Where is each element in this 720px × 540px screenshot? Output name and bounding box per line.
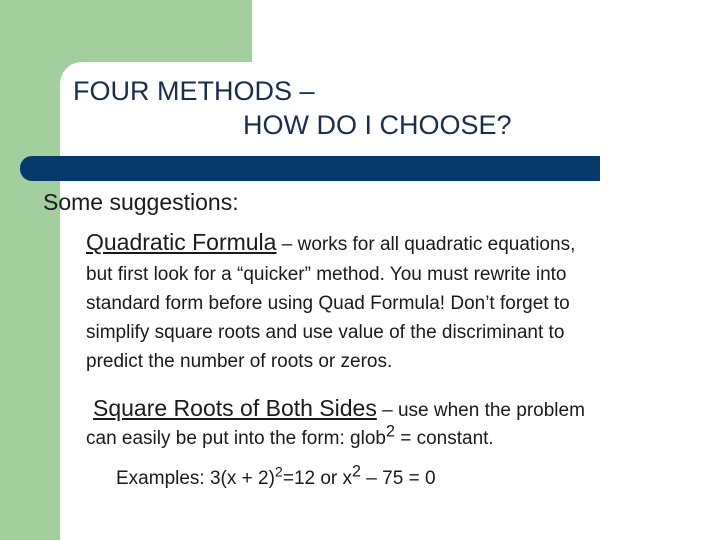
examples-exponent-2: 2 [352,462,362,481]
method-sqrt-form-line [86,424,711,453]
method-sqrt-term: Square Roots of Both Sides [93,395,377,421]
method-sqrt-heading [93,395,718,422]
method-quadratic-term: Quadratic Formula [86,229,277,255]
method-sqrt-form-pre: can easily be put into the form: glob [86,428,386,449]
slide-title-line-2: HOW DO I CHOOSE? [243,110,512,140]
slide-title-line-1: FOUR METHODS – [73,76,315,106]
examples-exponent-1: 2 [274,464,283,481]
method-quadratic-lead: – works for all quadratic equations, [276,234,576,255]
examples-mid: =12 or x [282,468,353,489]
method-sqrt-lead: – use when the problem [376,400,585,421]
method-quadratic-line-2: standard form before using Quad Formula! Don’t forget to [86,293,570,314]
method-quadratic-line-3: simplify square roots and use value of the discriminant to [86,322,565,343]
intro-text: Some suggestions: [43,189,239,215]
examples-pre: Examples: 3(x + 2) [116,468,275,489]
method-quadratic-line-1: but first look for a “quicker” method. You must rewrite into [86,264,567,285]
method-sqrt-form-exponent: 2 [385,422,395,441]
method-quadratic-line-4: predict the number of roots or zeros. [86,351,393,372]
method-sqrt-form-post: = constant. [394,428,494,449]
method-quadratic-heading [86,229,711,256]
method-sqrt-examples [116,464,720,493]
examples-post: – 75 = 0 [361,468,436,489]
